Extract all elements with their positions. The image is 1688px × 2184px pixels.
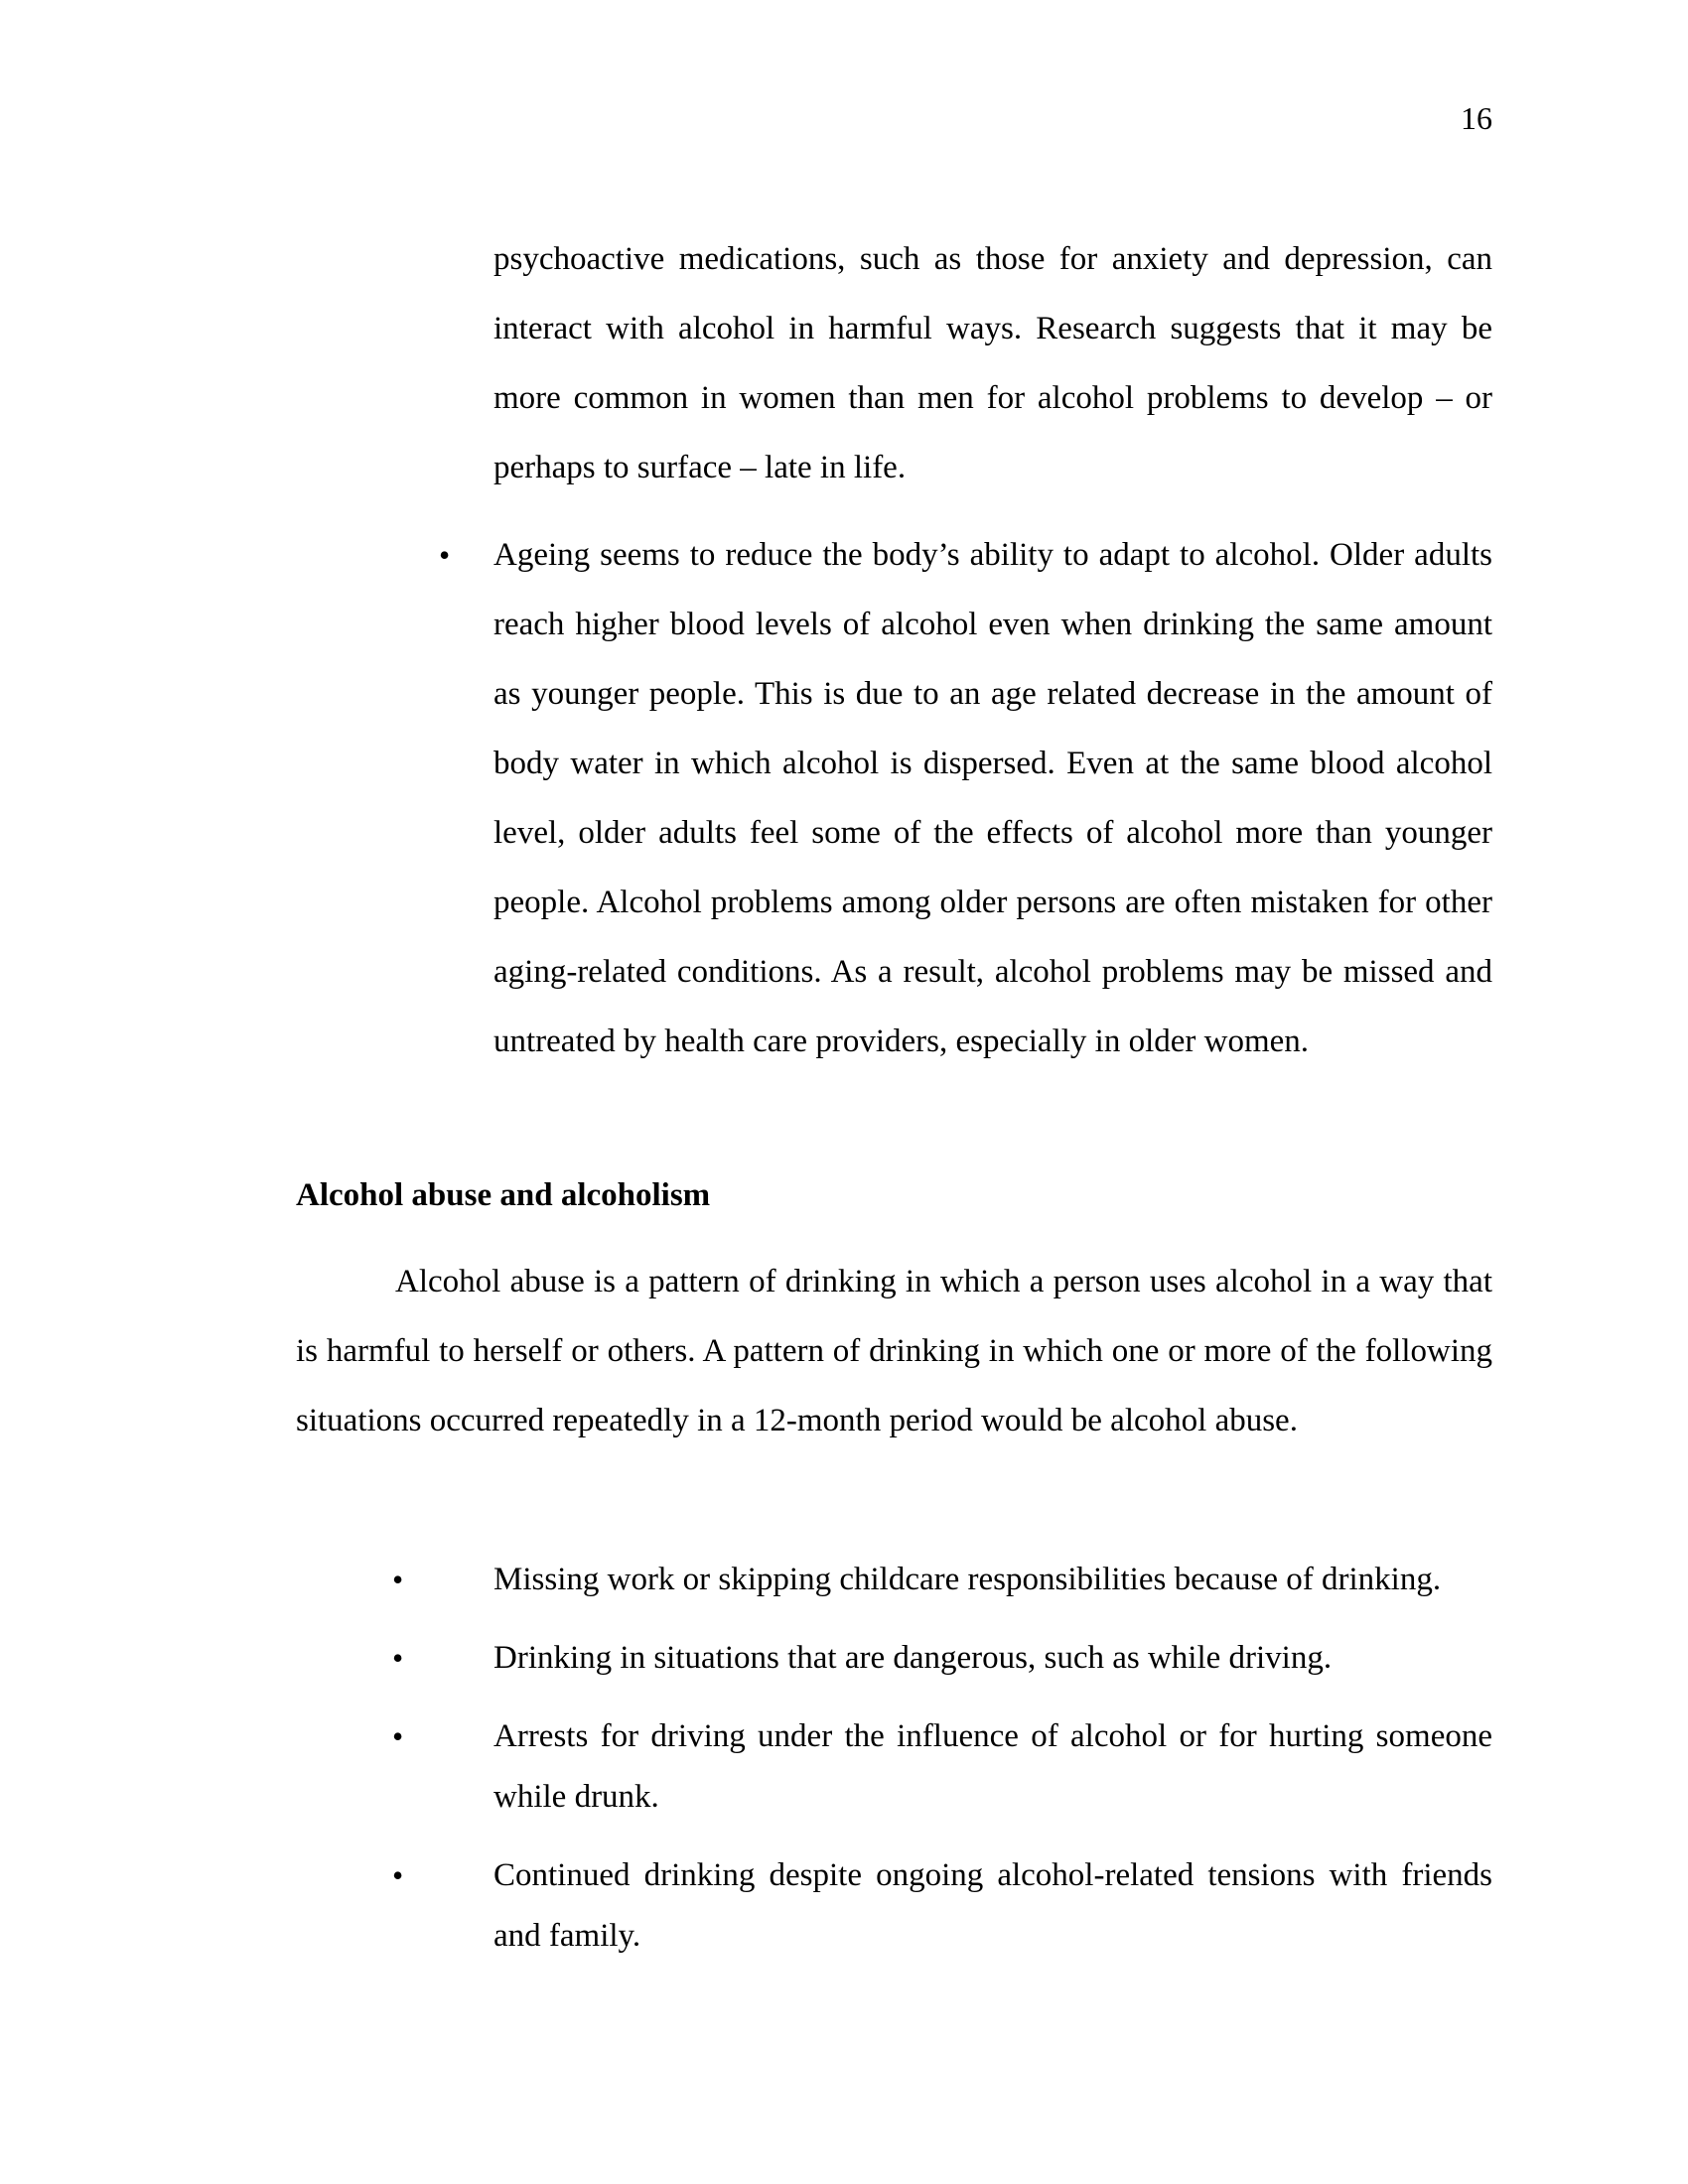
section-heading: Alcohol abuse and alcoholism xyxy=(296,1177,711,1213)
bullet-icon: • xyxy=(392,1562,404,1597)
bullet-icon: • xyxy=(439,537,451,573)
list-item-text: Continued drinking despite ongoing alcohol-related tensions with friends and family. xyxy=(493,1857,1492,1954)
list-item-text: Arrests for driving under the influence of alcohol or for hurting someone while drunk. xyxy=(493,1718,1492,1815)
bullet-icon: • xyxy=(392,1640,404,1676)
continuation-paragraph xyxy=(493,224,1492,502)
section-paragraph xyxy=(296,1247,1492,1455)
ageing-bullet-text: Ageing seems to reduce the body’s ability to adapt to alcohol. Older adults reach higher blood levels of alcohol even when drinking the same amount as younger people. This is due to an age related decrease in the amount of body water in which alcohol is dispersed. Even at the same blood alcohol level, older adults feel some of the effects of alcohol more than younger people. Alcohol problems among older persons are often mistaken for other aging-related conditions. As a result, alcohol problems may be missed and untreated by health care providers, especially in older women. xyxy=(493,537,1492,1059)
page-number: 16 xyxy=(1461,100,1492,136)
continuation-paragraph-text: psychoactive medications, such as those for anxiety and depression, can interact with alcohol in harmful ways. Research suggests that it may be more common in women than men for alcohol problems to develop – or perhaps to surface – late in life. xyxy=(493,241,1492,485)
list-item xyxy=(392,1706,1492,1828)
bullet-icon: • xyxy=(392,1857,404,1893)
list-item xyxy=(392,1628,1492,1689)
bullet-icon: • xyxy=(392,1718,404,1754)
list-item-text: Missing work or skipping childcare responsibilities because of drinking. xyxy=(493,1562,1442,1597)
section-paragraph-text: Alcohol abuse is a pattern of drinking in which a person uses alcohol in a way that is harmful to herself or others. A pattern of drinking in which one or more of the following situations occurred repeatedly in a 12-month period would be alcohol abuse. xyxy=(296,1264,1492,1438)
ageing-bullet-item xyxy=(493,520,1492,1076)
situations-list xyxy=(392,1550,1492,1984)
list-item xyxy=(392,1550,1492,1610)
list-item xyxy=(392,1845,1492,1967)
list-item-text: Drinking in situations that are dangerous, such as while driving. xyxy=(493,1640,1333,1676)
